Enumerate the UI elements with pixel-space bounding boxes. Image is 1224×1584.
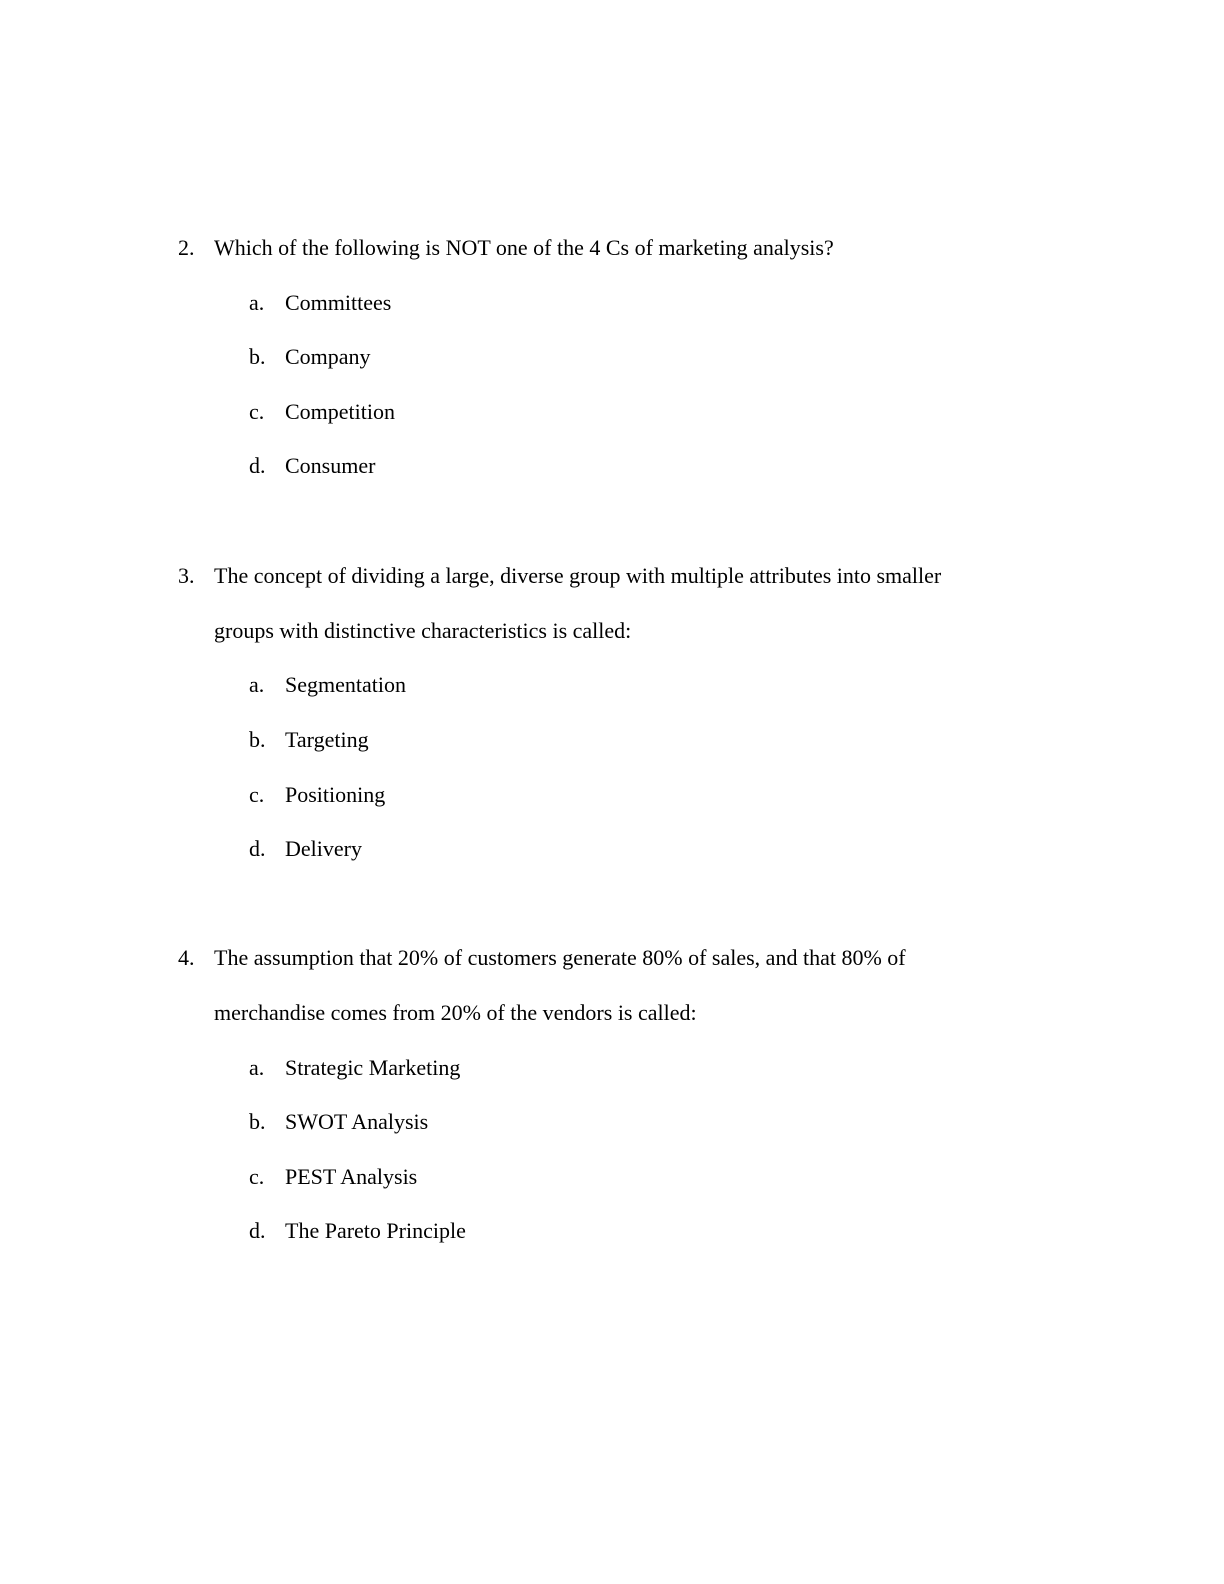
option-a bbox=[0, 1054, 1224, 1082]
option-letter: b. bbox=[249, 1109, 266, 1134]
question-text-line-1: The assumption that 20% of customers generate 80% of sales, and that 80% of bbox=[214, 945, 906, 970]
option-letter: d. bbox=[249, 453, 266, 478]
option-d bbox=[0, 1217, 1224, 1245]
option-text: Segmentation bbox=[285, 672, 406, 697]
option-text: Positioning bbox=[285, 782, 386, 807]
option-letter: b. bbox=[249, 344, 266, 369]
option-letter: c. bbox=[249, 1164, 265, 1189]
option-letter: b. bbox=[249, 727, 266, 752]
option-text: Committees bbox=[285, 290, 392, 315]
option-d bbox=[0, 452, 1224, 480]
option-c bbox=[0, 781, 1224, 809]
question-text-line-1: The concept of dividing a large, diverse group with multiple attributes into smaller bbox=[214, 563, 942, 588]
option-letter: d. bbox=[249, 836, 266, 861]
option-letter: c. bbox=[249, 782, 265, 807]
option-letter: d. bbox=[249, 1218, 266, 1243]
option-text: Competition bbox=[285, 399, 395, 424]
option-a bbox=[0, 289, 1224, 317]
question-text-line-1: Which of the following is NOT one of the 4 Cs of marketing analysis? bbox=[214, 235, 834, 260]
option-b bbox=[0, 1108, 1224, 1136]
option-c bbox=[0, 398, 1224, 426]
option-text: Delivery bbox=[285, 836, 362, 861]
option-text: Targeting bbox=[285, 727, 369, 752]
question-number: 4. bbox=[178, 945, 195, 970]
option-b bbox=[0, 343, 1224, 371]
option-d bbox=[0, 835, 1224, 863]
option-text: Consumer bbox=[285, 453, 376, 478]
option-text: SWOT Analysis bbox=[285, 1109, 429, 1134]
option-a bbox=[0, 671, 1224, 699]
option-letter: a. bbox=[249, 672, 265, 697]
question-text-line-2: merchandise comes from 20% of the vendors is called: bbox=[214, 1000, 697, 1025]
option-letter: a. bbox=[249, 1055, 265, 1080]
option-c bbox=[0, 1163, 1224, 1191]
option-b bbox=[0, 726, 1224, 754]
question-text-line-2: groups with distinctive characteristics is called: bbox=[214, 618, 632, 643]
option-text: Company bbox=[285, 344, 371, 369]
question-number: 2. bbox=[178, 235, 195, 260]
option-letter: c. bbox=[249, 399, 265, 424]
option-text: PEST Analysis bbox=[285, 1164, 418, 1189]
option-text: The Pareto Principle bbox=[285, 1218, 466, 1243]
option-letter: a. bbox=[249, 290, 265, 315]
option-text: Strategic Marketing bbox=[285, 1055, 461, 1080]
question-number: 3. bbox=[178, 563, 195, 588]
